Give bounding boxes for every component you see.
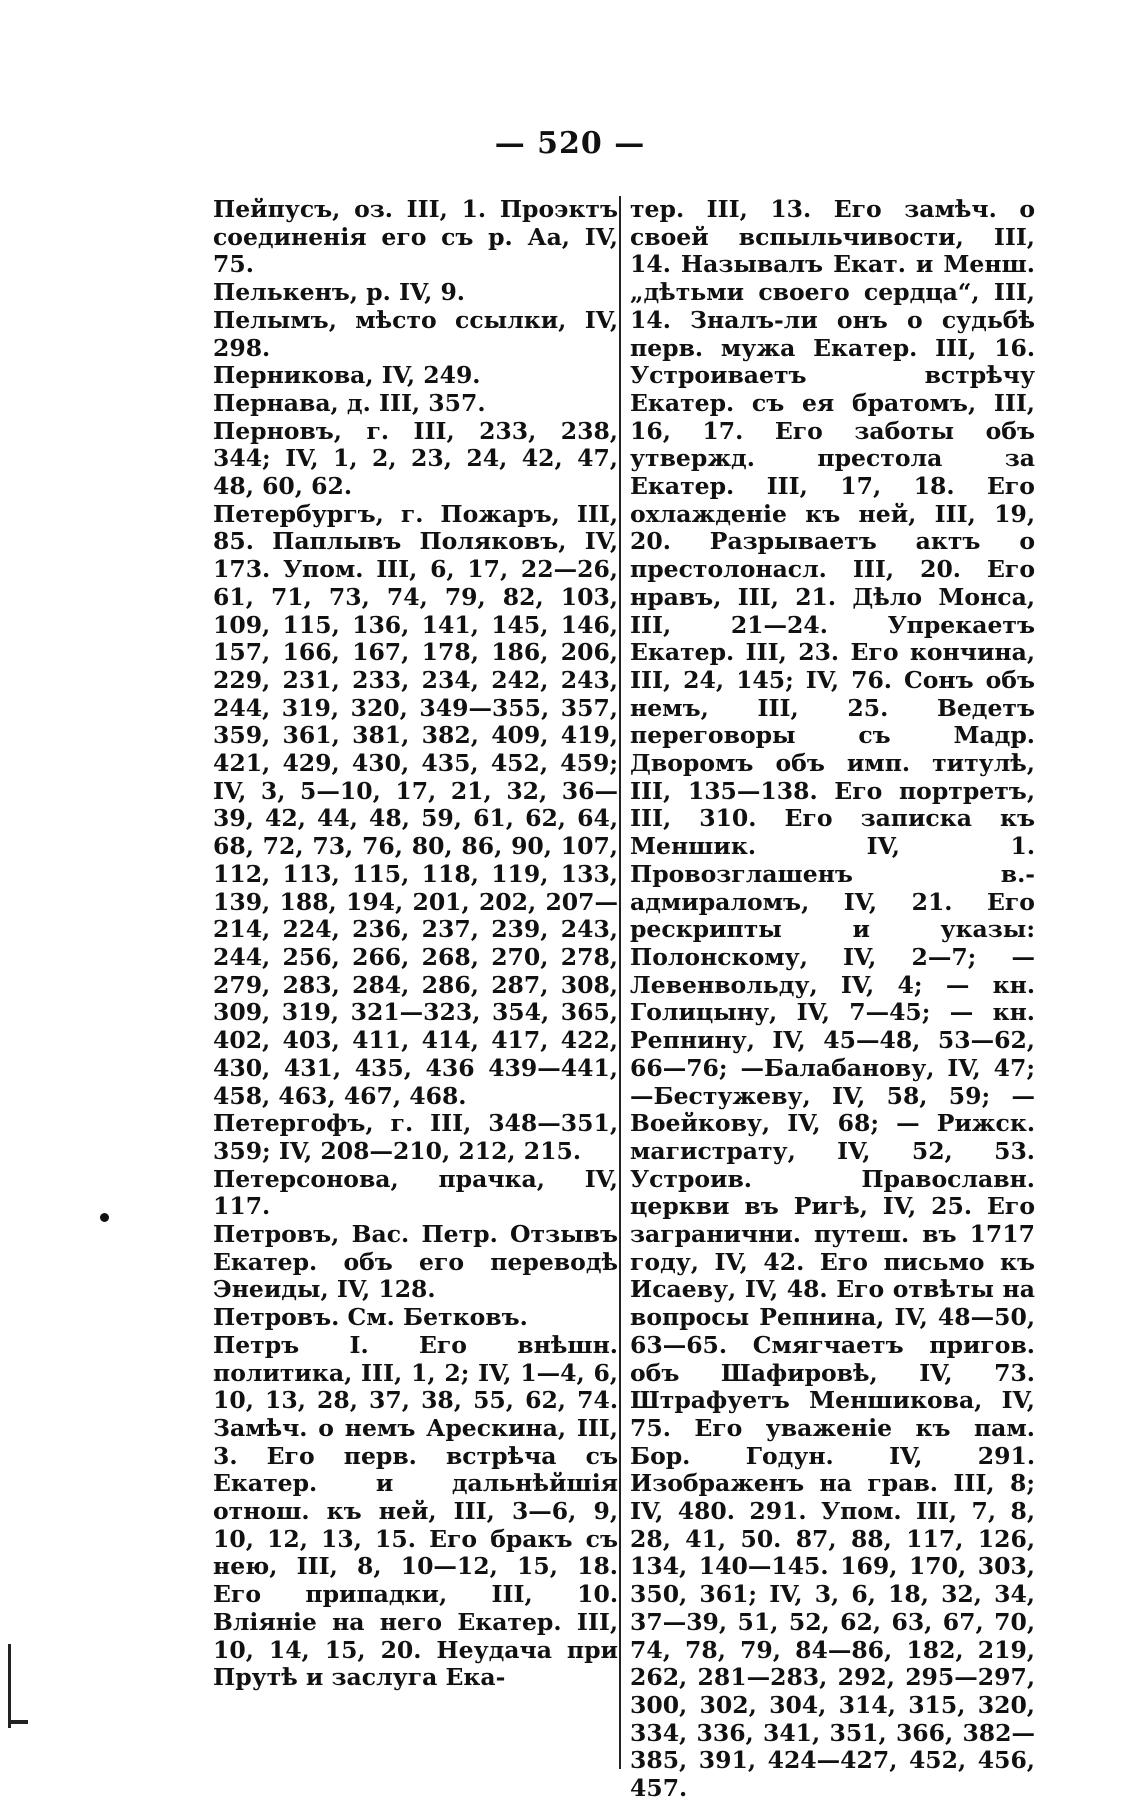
entry-text: д. III, 357. (338, 388, 486, 417)
index-entry (213, 1166, 618, 1221)
entry-headword: Перникова, (213, 361, 374, 390)
index-entry-continuation (630, 196, 1035, 1803)
entry-headword: Пелымъ, (213, 305, 337, 334)
index-entry (213, 501, 618, 1110)
index-entry (213, 1304, 618, 1332)
index-column-right (630, 196, 1035, 1803)
entry-headword: Пейпусъ, (213, 195, 341, 223)
entry-text: мѣсто ссылки, IV, 298. (213, 305, 618, 362)
index-entry (213, 307, 618, 362)
index-entry (213, 1221, 618, 1304)
entry-text: прачка, IV, 117. (213, 1164, 618, 1221)
entry-text: Вас. Петр. Отзывъ Екатер. объ его переводѣ Энеиды, IV, 128. (213, 1220, 618, 1304)
column-divider (619, 196, 621, 1769)
entry-headword: Перновъ, (213, 416, 342, 445)
entry-headword: Петергофъ, (213, 1109, 374, 1138)
index-entry (213, 362, 618, 390)
page-number: — 520 — (494, 126, 646, 161)
corner-mark-foot (8, 1720, 28, 1724)
entry-text: г. III, 348—351, 359; IV, 208—210, 212, 215. (213, 1109, 618, 1165)
entry-text: оз. III, 1. Проэктъ соединенія его съ р. Аа, IV, 75. (213, 195, 618, 279)
entry-headword: Петровъ. (213, 1303, 340, 1332)
index-entry (213, 1332, 618, 1692)
entry-headword: Пернава, (213, 388, 339, 417)
corner-mark (8, 1644, 11, 1728)
entry-text: тер. III, 13. Его замѣч. о своей вспыльчивости, III, 14. Называлъ Екат. и Менш. „дѣтьми своего сердца“, III, 14. Зналъ-ли онъ о судьбѣ перв. мужа Екатер. III, 16. Устроиваетъ встрѣчу Екатер. съ ея братомъ, III, 16, 17. Его заботы объ утвержд. престола за Екатер. III, 17, 18. Его охлажденіе къ ней, III, 19, 20. Разрываетъ актъ о престолонасл. III, 20. Его нравъ, III, 21. Дѣло Монса, III, 21—24. Упрекаетъ Екатер. III, 23. Его кончина, III, 24, 145; IV, 76. Сонъ объ немъ, III, 25. Ведетъ переговоры съ Мадр. Дворомъ объ имп. титулѣ, III, 135—138. Его портретъ, III, 310. Его записка къ Меншик. IV, 1. Провозглашенъ в.-адмираломъ, IV, 21. Его рескрипты и указы: Полонскому, IV, 2—7; —Левенвольду, IV, 4; — кн. Голицыну, IV, 7—45; — кн. Репнину, IV, 45—48, 53—62, 66—76; —Балабанову, IV, 47; —Бестужеву, IV, 58, 59; —Воейкову, IV, 68; — Рижск. магистрату, IV, 52, 53. Устроив. Православн. церкви въ Ригѣ, IV, 25. Его загранични. путеш. въ 1717 году, IV, 42. Его письмо къ Исаеву, IV, 48. Его отвѣты на вопросы Репнина, IV, 48—50, 63—65. Смягчаетъ пригов. объ Шафировѣ, IV, 73. Штрафуетъ Меншикова, IV, 75. Его уваженіе къ пам. Бор. Годун. IV, 291. Изображенъ на грав. III, 8; IV, 480. 291. Упом. III, 7, 8, 28, 41, 50. 87, 88, 117, 126, 134, 140—145. 169, 170, 303, 350, 361; IV, 3, 6, 18, 32, 34, 37—39, 51, 52, 62, 63, 67, 70, 74, 78, 79, 84—86, 182, 219, 262, 281—283, 292, 295—297, 300, 302, 304, 314, 315, 320, 334, 336, 341, 351, 366, 382—385, 391, 424—427, 452, 456, 457. (630, 195, 1035, 1803)
entry-headword: Петровъ, (213, 1220, 340, 1249)
index-entry (213, 279, 618, 307)
margin-dot (100, 1213, 109, 1222)
entry-text: г. III, 233, 238, 344; IV, 1, 2, 23, 24, 42, 47, 48, 60, 62. (213, 416, 618, 501)
entry-headword: Петерсонова, (213, 1164, 399, 1193)
entry-text: Его внѣшн. политика, III, 1, 2; IV, 1—4, 6, 10, 13, 28, 37, 38, 55, 62, 74. Замѣч. о немъ Арескина, III, 3. Его перв. встрѣча съ Екатер. и дальнѣйшія отнош. къ ней, III, 3—6, 9, 10, 12, 13, 15. Его бракъ съ нею, III, 8, 10—12, 15, 18. Его припадки, III, 10. Вліяніе на него Екатер. III, 10, 14, 15, 20. Неудача при Прутѣ и заслуга Ека- (213, 1330, 618, 1692)
index-entry (213, 1110, 618, 1165)
entry-text: г. Пожаръ, III, 85. Паплывъ Поляковъ, IV, 173. Упом. III, 6, 17, 22—26, 61, 71, 73, 74, 79, 82, 103, 109, 115, 136, 141, 145, 146, 157, 166, 167, 178, 186, 206, 229, 231, 233, 234, 242, 243, 244, 319, 320, 349—355, 357, 359, 361, 381, 382, 409, 419, 421, 429, 430, 435, 452, 459; IV, 3, 5—10, 17, 21, 32, 36—39, 42, 44, 48, 59, 61, 62, 64, 68, 72, 73, 76, 80, 86, 90, 107, 112, 113, 115, 118, 119, 133, 139, 188, 194, 201, 202, 207—214, 224, 236, 237, 239, 243, 244, 256, 266, 268, 270, 278, 279, 283, 284, 286, 287, 308, 309, 319, 321—323, 354, 365, 402, 403, 411, 414, 417, 422, 430, 431, 435, 436 439—441, 458, 463, 467, 468. (213, 499, 618, 1110)
entry-text: р. IV, 9. (358, 278, 465, 307)
index-entry (213, 418, 618, 501)
index-entry (213, 390, 618, 418)
entry-headword: Пелькенъ, (213, 278, 358, 307)
index-entry (213, 196, 618, 279)
entry-text: IV, 249. (373, 361, 481, 390)
entry-headword: Петербургъ, (213, 499, 384, 528)
entry-text: См. Бетковъ. (339, 1303, 528, 1332)
entry-headword: Петръ I. (213, 1330, 369, 1359)
index-column-left (213, 196, 618, 1692)
